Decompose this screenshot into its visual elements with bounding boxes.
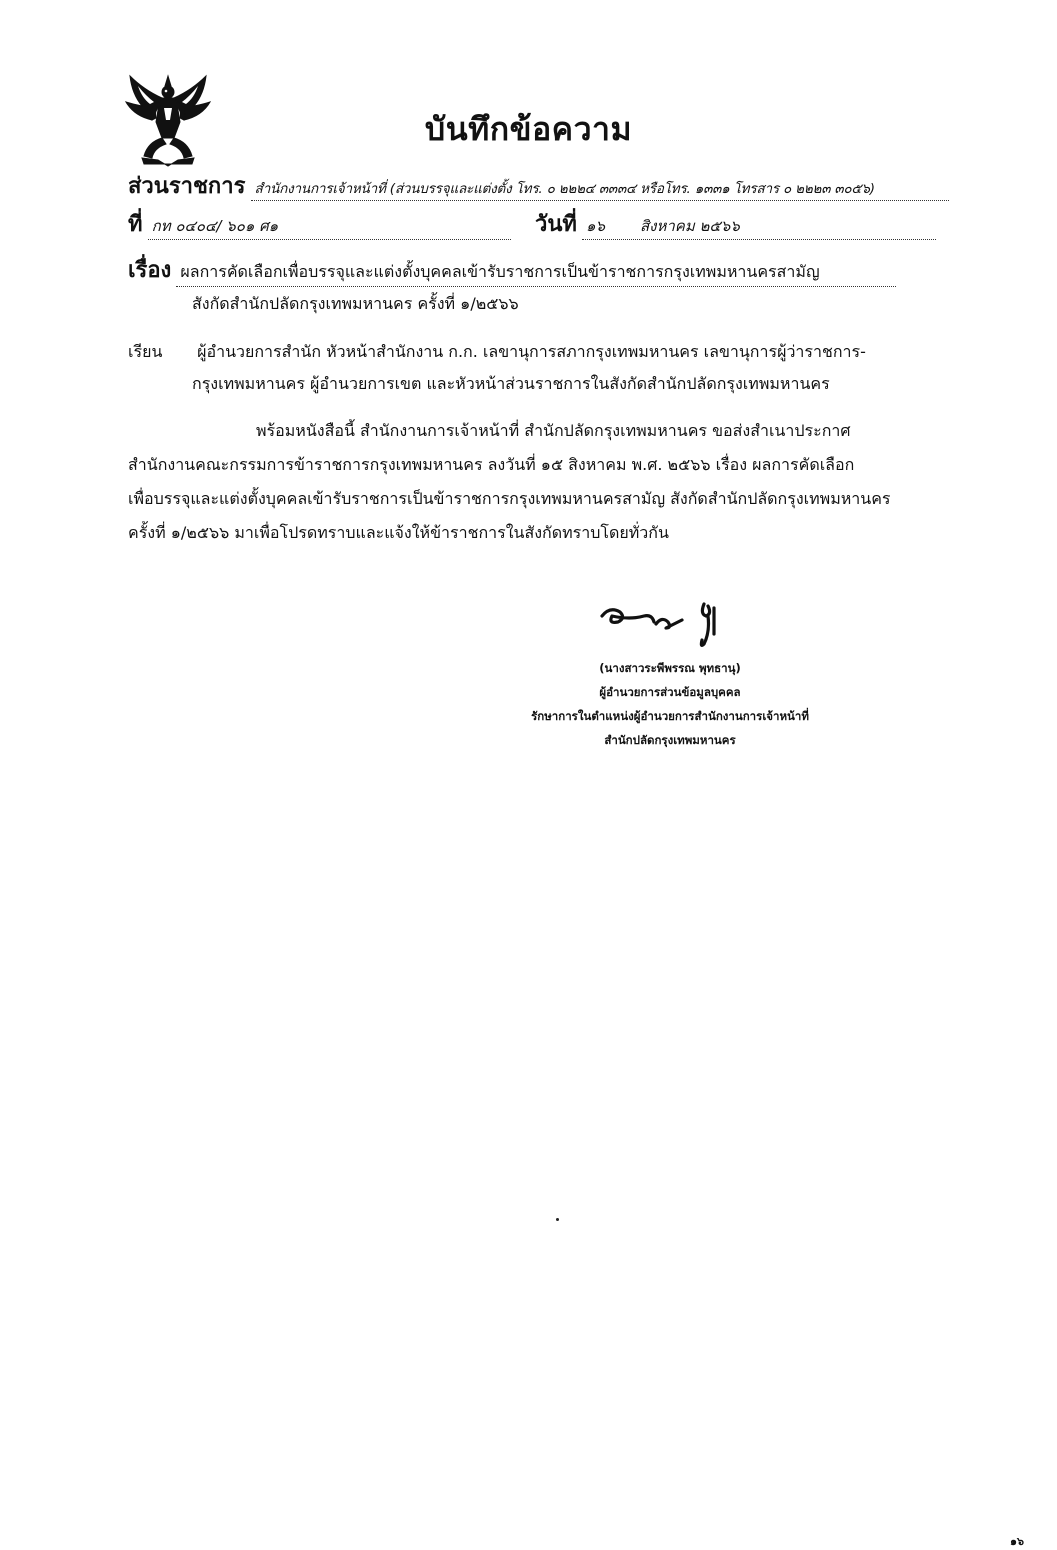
subject-line-2: สังกัดสำนักปลัดกรุงเทพมหานคร ครั้งที่ ๑/๒๕๖๖ <box>192 294 519 313</box>
subject-line-1: ผลการคัดเลือกเพื่อบรรจุและแต่งตั้งบุคคลเข้ารับราชการเป็นข้าราชการกรุงเทพมหานครสามัญ <box>176 260 896 287</box>
signer-organization: สำนักปลัดกรุงเทพมหานคร <box>604 733 736 747</box>
agency-value: สำนักงานการเจ้าหน้าที่ (ส่วนบรรจุและแต่งตั้ง โทร. ๐ ๒๒๒๔ ๓๓๓๔ หรือโทร. ๑๓๓๑ โทรสาร ๐ ๒๒๒๓ ๓๐๕๖) <box>251 177 949 201</box>
memo-title: บันทึกข้อความ <box>424 110 633 148</box>
body-line: สำนักงานคณะกรรมการข้าราชการกรุงเทพมหานคร ลงวันที่ ๑๕ สิงหาคม พ.ศ. ๒๕๖๖ เรื่อง ผลการคัดเลือก <box>128 455 855 474</box>
salutation-line-2: กรุงเทพมหานคร ผู้อำนวยการเขต และหัวหน้าส่วนราชการในสังกัดสำนักปลัดกรุงเทพมหานคร <box>192 374 830 393</box>
agency-label: ส่วนราชการ <box>128 174 246 199</box>
subject-row <box>128 252 896 287</box>
subject-label: เรื่อง <box>128 258 172 283</box>
body-paragraph <box>128 414 948 550</box>
salutation-row <box>128 340 866 365</box>
date-day: ๑๖ <box>586 217 606 235</box>
date-label: วันที่ <box>535 212 577 237</box>
number-row <box>128 206 511 241</box>
scan-speck <box>556 1218 559 1221</box>
date-month-year: สิงหาคม ๒๕๖๖ <box>640 217 740 235</box>
body-line: พร้อมหนังสือนี้ สำนักงานการเจ้าหน้าที่ สำนักปลัดกรุงเทพมหานคร ขอส่งสำเนาประกาศ <box>256 421 851 440</box>
number-value: กท ๐๔๐๔/ ๖๐๑ ศ๑ <box>148 214 511 240</box>
salutation-line-1: ผู้อำนวยการสำนัก หัวหน้าสำนักงาน ก.ก. เลขานุการสภากรุงเทพมหานคร เลขานุการผู้ว่าราชการ- <box>197 342 866 361</box>
signer-block <box>470 656 870 752</box>
body-line: เพื่อบรรจุและแต่งตั้งบุคคลเข้ารับราชการเป็นข้าราชการกรุงเทพมหานครสามัญ สังกัดสำนักปลัดกรุงเทพมหานคร <box>128 489 891 508</box>
agency-row <box>128 168 949 203</box>
date-value <box>582 214 936 240</box>
signer-name: (นางสาวระพีพรรณ พุทธานุ) <box>599 661 741 675</box>
signer-position: ผู้อำนวยการส่วนข้อมูลบุคคล <box>599 685 741 699</box>
signer-acting-title: รักษาการในตำแหน่งผู้อำนวยการสำนักงานการเจ้าหน้าที่ <box>531 709 809 723</box>
handwritten-signature <box>596 594 746 650</box>
date-row <box>535 206 936 241</box>
number-label: ที่ <box>128 212 143 237</box>
body-line: ครั้งที่ ๑/๒๕๖๖ มาเพื่อโปรดทราบและแจ้งให้ข้าราชการในสังกัดทราบโดยทั่วกัน <box>128 523 669 542</box>
page-mark: ๑๖ <box>1010 1535 1024 1548</box>
salutation-label: เรียน <box>128 342 163 361</box>
